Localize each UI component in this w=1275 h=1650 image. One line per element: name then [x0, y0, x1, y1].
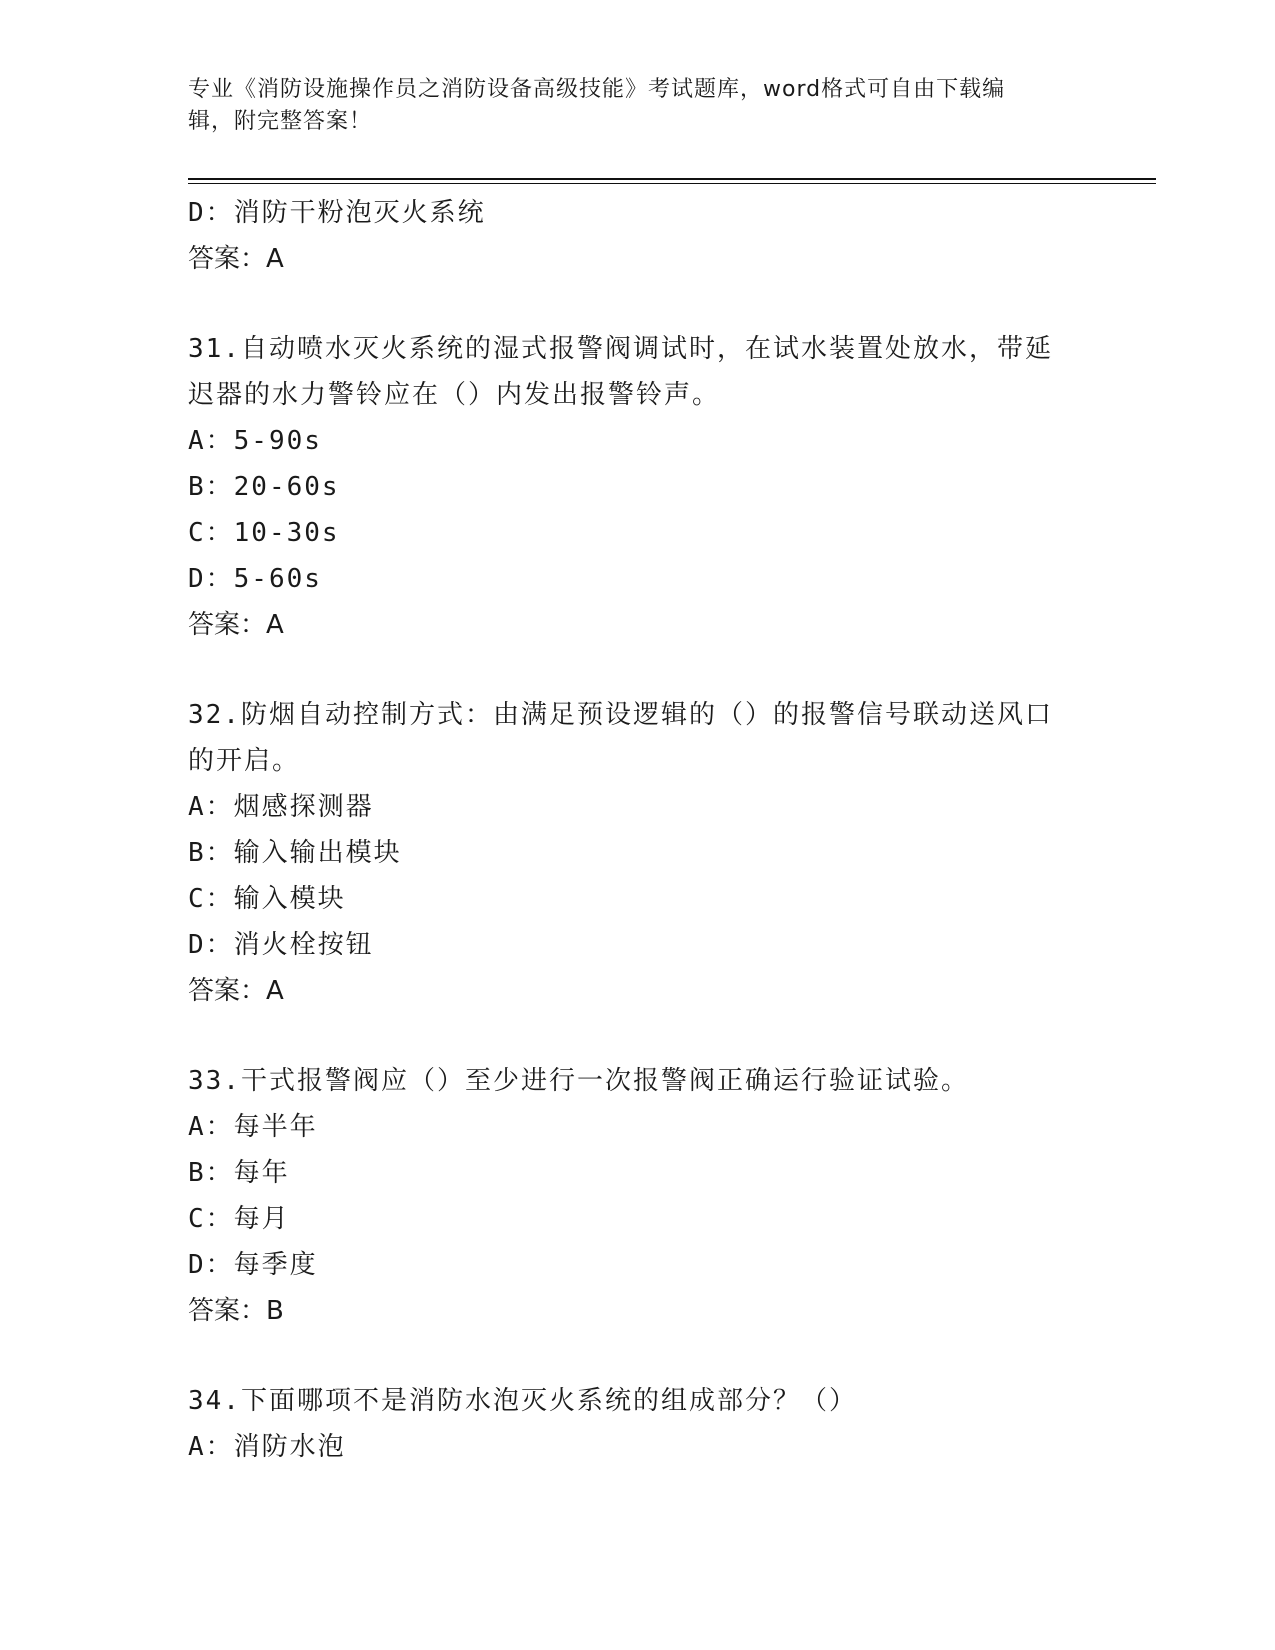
header-divider-thin	[188, 183, 1156, 184]
option-c: C：每月	[188, 1204, 290, 1234]
question-stem-line-1: 32.防烟自动控制方式：由满足预设逻辑的（）的报警信号联动送风口	[188, 700, 1053, 730]
spacer	[188, 648, 1088, 692]
header-line-2: 辑，附完整答案！	[188, 109, 373, 134]
question-stem-line-1: 31.自动喷水灭火系统的湿式报警阀调试时，在试水装置处放水，带延	[188, 334, 1053, 364]
option-d: D：每季度	[188, 1250, 318, 1280]
option-b: B：每年	[188, 1158, 290, 1188]
question-stem-line-1: 34.下面哪项不是消防水泡灭火系统的组成部分？（）	[188, 1386, 857, 1416]
option-d: D：消防干粉泡灭火系统	[188, 198, 486, 228]
question-31	[188, 326, 1088, 648]
question-stem-line-2: 的开启。	[188, 746, 301, 776]
option-c: C：输入模块	[188, 884, 346, 914]
previous-question-tail	[188, 190, 1088, 282]
answer-line: 答案：B	[188, 1296, 284, 1326]
answer-line: 答案：A	[188, 976, 284, 1006]
question-33	[188, 1058, 1088, 1334]
option-b: B：20-60s	[188, 472, 340, 502]
option-b: B：输入输出模块	[188, 838, 402, 868]
spacer	[188, 1014, 1088, 1058]
option-a: A：5-90s	[188, 426, 322, 456]
option-c: C：10-30s	[188, 518, 340, 548]
option-a: A：烟感探测器	[188, 792, 374, 822]
question-stem-line-2: 迟器的水力警铃应在（）内发出报警铃声。	[188, 380, 721, 410]
answer-line: 答案：A	[188, 244, 284, 274]
question-32	[188, 692, 1088, 1014]
question-content	[188, 190, 1088, 1470]
answer-line: 答案：A	[188, 610, 284, 640]
option-d: D：消火栓按钮	[188, 930, 374, 960]
spacer	[188, 1334, 1088, 1378]
header-divider-thick	[188, 178, 1156, 180]
document-header	[188, 74, 1088, 138]
spacer	[188, 282, 1088, 326]
question-34	[188, 1378, 1088, 1470]
option-d: D：5-60s	[188, 564, 322, 594]
option-a: A：消防水泡	[188, 1432, 346, 1462]
option-a: A：每半年	[188, 1112, 318, 1142]
question-stem-line-1: 33.干式报警阀应（）至少进行一次报警阀正确运行验证试验。	[188, 1066, 969, 1096]
header-line-1: 专业《消防设施操作员之消防设备高级技能》考试题库，word格式可自由下载编	[188, 77, 1006, 102]
